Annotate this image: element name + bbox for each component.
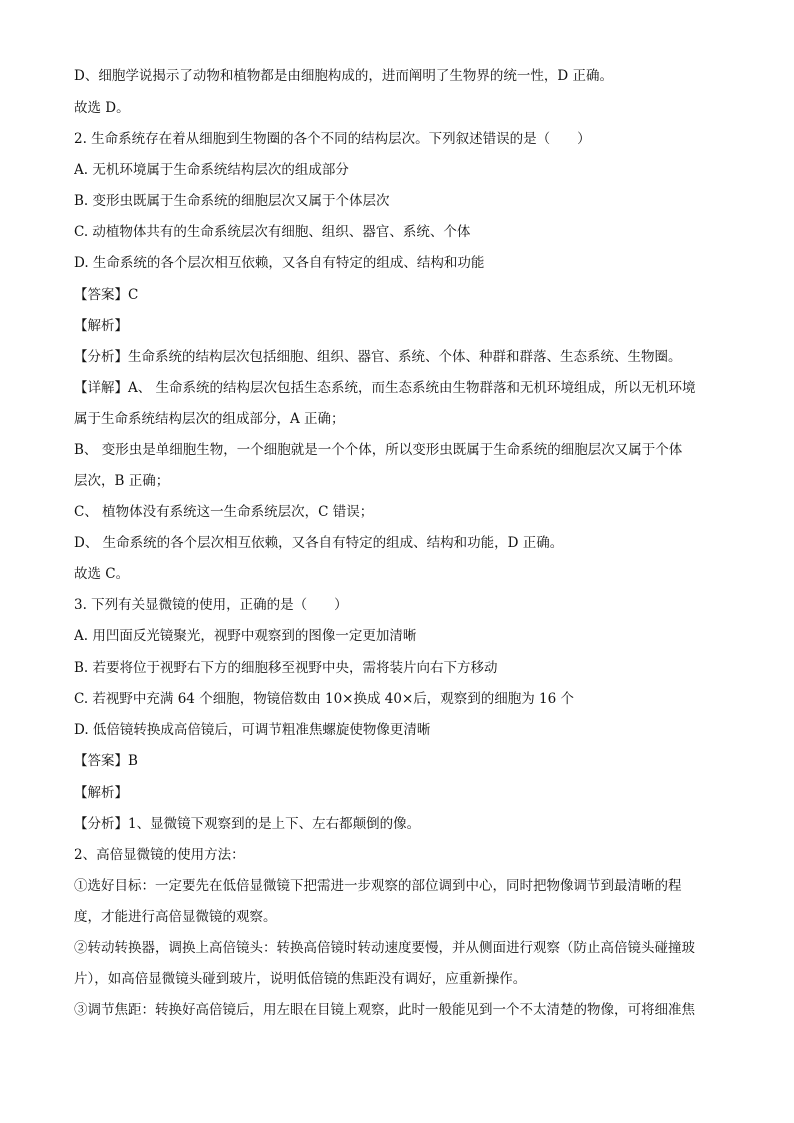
text-line: ①选好目标：一定要先在低倍显微镜下把需进一步观察的部位调到中心，同时把物像调节到最清晰的程	[74, 878, 682, 894]
text-line: ③调节焦距：转换好高倍镜后，用左眼在目镜上观察，此时一般能见到一个不太清楚的物像，可将细准焦	[74, 1002, 695, 1018]
text-line: C、 植物体没有系统这一生命系统层次，C 错误；	[74, 504, 374, 520]
option-d: D. 生命系统的各个层次相互依赖，又各自有特定的组成、结构和功能	[74, 255, 485, 271]
option-b: B. 变形虫既属于生命系统的细胞层次又属于个体层次	[74, 193, 390, 209]
text-line: 属于生命系统结构层次的组成部分，A 正确；	[74, 411, 345, 427]
text-line: 【分析】1、显微镜下观察到的是上下、左右都颠倒的像。	[74, 816, 421, 832]
question-3-stem: 3. 下列有关显微镜的使用，正确的是（ ）	[74, 597, 348, 613]
analysis-label: 【解析】	[74, 785, 128, 801]
text-line: 【详解】A、 生命系统的结构层次包括生态系统，而生态系统由生物群落和无机环境组成，所以无机环境	[74, 380, 696, 396]
option-a: A. 无机环境属于生命系统结构层次的组成部分	[74, 162, 349, 178]
text-line: 层次，B 正确；	[74, 473, 170, 489]
option-c: C. 若视野中充满 64 个细胞，物镜倍数由 10×换成 40×后，观察到的细胞为 16 个	[74, 691, 575, 707]
text-line: D、 生命系统的各个层次相互依赖，又各自有特定的组成、结构和功能，D 正确。	[74, 535, 564, 551]
text-line: 【分析】生命系统的结构层次包括细胞、组织、器官、系统、个体、种群和群落、生态系统、生物圈。	[74, 349, 682, 365]
answer-label: 【答案】C	[74, 287, 139, 303]
text-line: 片），如高倍显微镜头碰到玻片，说明低倍镜的焦距没有调好，应重新操作。	[74, 971, 527, 987]
text-line: D、细胞学说揭示了动物和植物都是由细胞构成的，进而阐明了生物界的统一性，D 正确。	[74, 68, 613, 84]
text-line: 故选 C。	[74, 566, 130, 582]
text-line: 2、高倍显微镜的使用方法：	[74, 847, 245, 863]
text-line: B、 变形虫是单细胞生物，一个细胞就是一个个体，所以变形虫既属于生命系统的细胞层次又属于个体	[74, 442, 683, 458]
answer-label: 【答案】B	[74, 753, 138, 769]
text-line: 度，才能进行高倍显微镜的观察。	[74, 909, 277, 925]
text-line: 故选 D。	[74, 100, 130, 116]
question-2-stem: 2. 生命系统存在着从细胞到生物圈的各个不同的结构层次。下列叙述错误的是（ ）	[74, 131, 591, 147]
analysis-label: 【解析】	[74, 318, 128, 334]
option-c: C. 动植物体共有的生命系统层次有细胞、组织、器官、系统、个体	[74, 224, 471, 240]
option-a: A. 用凹面反光镜聚光，视野中观察到的图像一定更加清晰	[74, 628, 417, 644]
option-d: D. 低倍镜转换成高倍镜后，可调节粗准焦螺旋使物像更清晰	[74, 722, 431, 738]
option-b: B. 若要将位于视野右下方的细胞移至视野中央，需将装片向右下方移动	[74, 660, 498, 676]
text-line: ②转动转换器，调换上高倍镜头：转换高倍镜时转动速度要慢，并从侧面进行观察（防止高倍镜头碰撞玻	[74, 940, 695, 956]
